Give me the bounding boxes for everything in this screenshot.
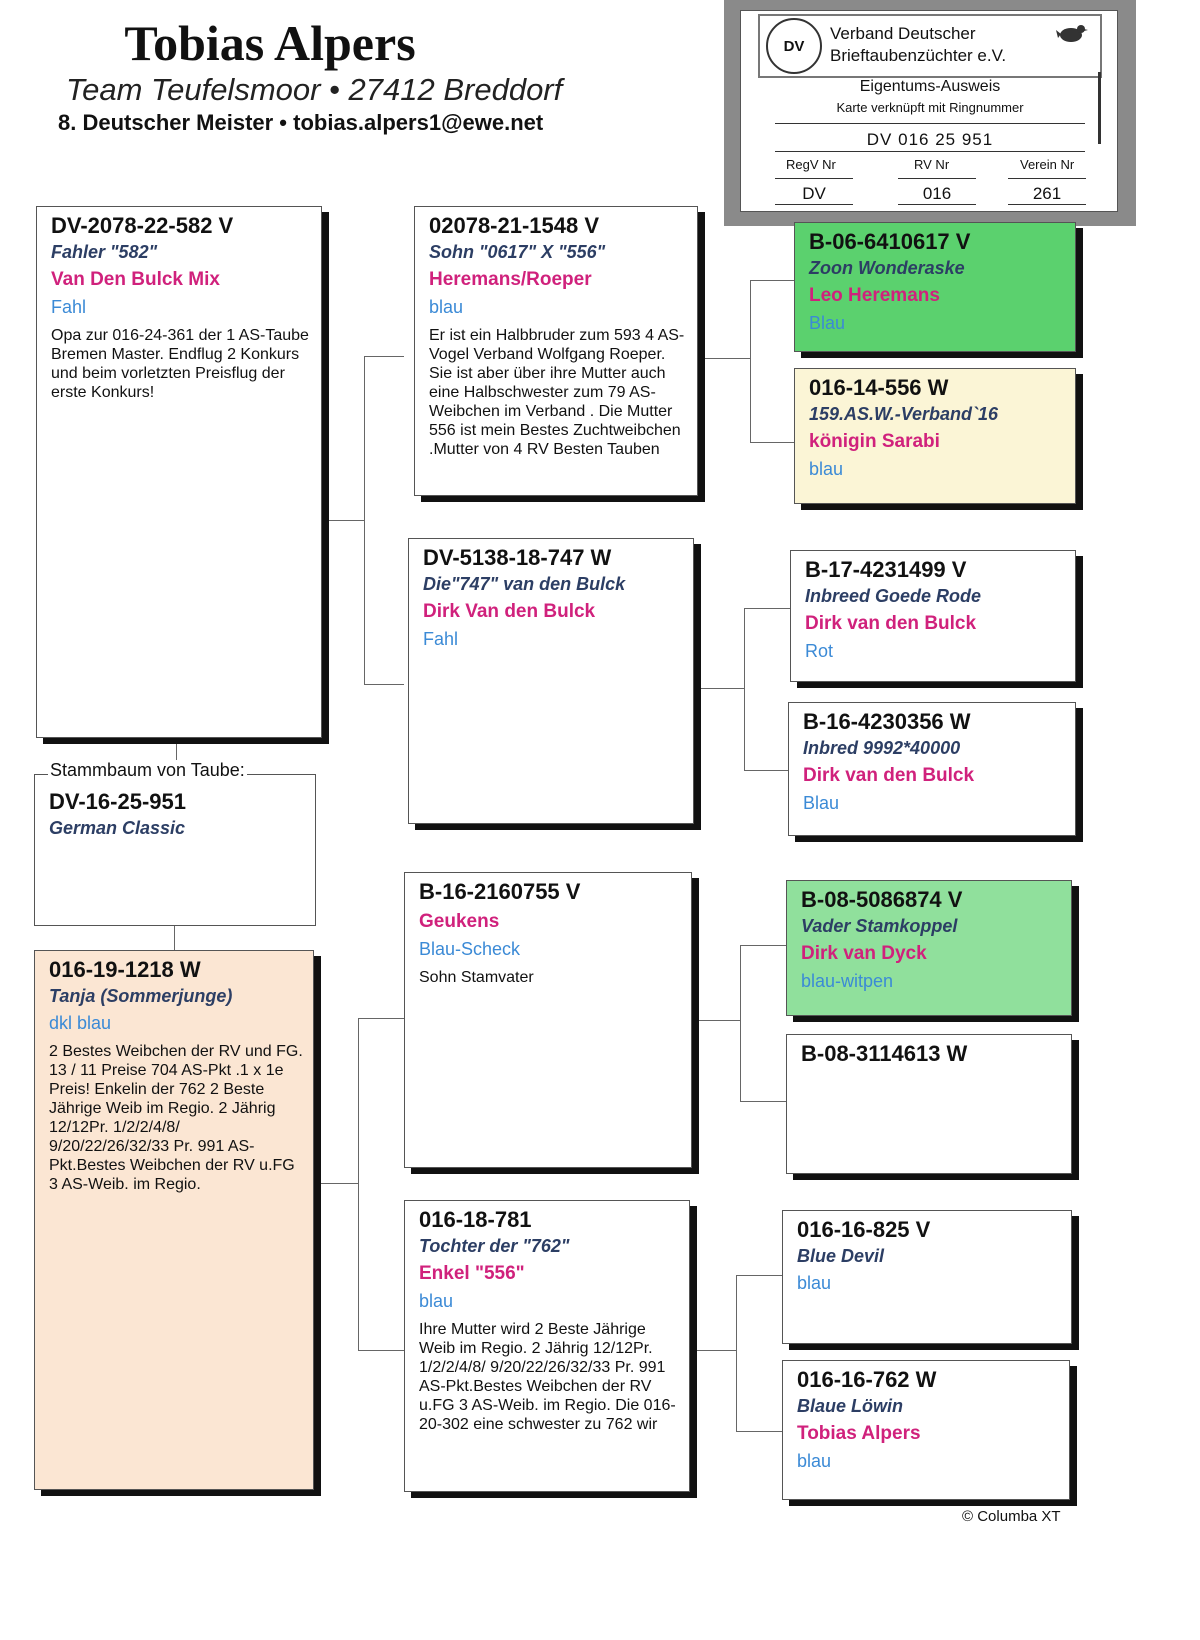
card-subtitle: Karte verknüpft mit Ringnummer xyxy=(836,100,1024,115)
card-label-verein: Verein Nr xyxy=(1020,157,1075,172)
father-box[interactable] xyxy=(36,206,322,738)
card-divider xyxy=(1008,204,1086,205)
connector-line xyxy=(702,358,750,359)
ffm-name: 159.AS.W.-Verband`16 xyxy=(809,404,999,424)
ff-note: Er ist ein Halbbruder zum 593 4 AS-Vogel Verband Wolfgang Roeper. Sie ist aber über ihre Mutter auch eine Halbschwester zum 79 AS-Weibchen im Verband . Die Mutter 556 ist mein Bestes Zuchtweibchen .Mutter von 4 RV Besten Tauben xyxy=(429,327,685,458)
grandsire-maternal-box[interactable] xyxy=(404,872,692,1168)
connector-line xyxy=(744,608,745,770)
father-note: Opa zur 016-24-361 der 1 AS-Taube Bremen Master. Endflug 2 Konkurs und beim vorletzten Preisflug der erste Konkurs! xyxy=(51,327,309,401)
fff-color: Blau xyxy=(809,313,846,333)
mmf-color: blau xyxy=(797,1273,832,1293)
mf-color: Blau-Scheck xyxy=(419,939,521,959)
ffm-ring: 016-14-556 W xyxy=(809,375,949,400)
card-org-line1: Verband Deutscher xyxy=(830,24,976,43)
fm-color: Fahl xyxy=(423,629,459,649)
connector-line xyxy=(736,1431,782,1432)
father-color: Fahl xyxy=(51,297,87,317)
connector-line xyxy=(364,684,404,685)
card-ring-number: DV 016 25 951 xyxy=(866,130,994,149)
mmm-breeder: Tobias Alpers xyxy=(797,1423,921,1444)
mother-color: dkl blau xyxy=(49,1013,112,1033)
card-divider xyxy=(775,123,1085,124)
connector-line xyxy=(744,608,790,609)
fm-ring: DV-5138-18-747 W xyxy=(423,545,612,570)
ffm-breeder: königin Sarabi xyxy=(809,431,940,452)
connector-line xyxy=(736,1275,782,1276)
fmf-name: Inbreed Goede Rode xyxy=(805,586,982,606)
connector-line xyxy=(740,945,786,946)
fm-name: Die"747" van den Bulck xyxy=(423,574,626,594)
card-divider xyxy=(898,204,976,205)
mother-box[interactable] xyxy=(34,950,314,1490)
mother-note: 2 Bestes Weibchen der RV und FG. 13 / 11 Preise 704 AS-Pkt .1 x 1e Preis! Enkelin der 762 2 Beste Jährige Weib im Regio. 2 Jährig 12/12Pr. 1/2/2/4/8/ 9/20/22/26/32/33 Pr. 991 AS-Pkt.Bestes Weibchen der RV u.FG 3 AS-Weib. im Regio. xyxy=(49,1043,303,1193)
title-email: 8. Deutscher Meister • tobias.alpers1@ewe.net xyxy=(58,110,544,135)
granddam-paternal-box[interactable] xyxy=(408,538,694,824)
fmm-name: Inbred 9992*40000 xyxy=(803,738,961,758)
connector-line xyxy=(358,1018,404,1019)
connector-line xyxy=(364,356,404,357)
fff-breeder: Leo Heremans xyxy=(809,285,940,306)
mm-note: Ihre Mutter wird 2 Beste Jährige Weib im Regio. 2 Jährig 12/12Pr. 1/2/2/4/8/ 9/20/22/26/32/33 Pr. 991 AS-Pkt.Bestes Weibchen der RV u.FG 3 AS-Weib. im Regio. Die 016-20-302 eine schwester zu 762 wir xyxy=(419,1321,676,1433)
father-name: Fahler "582" xyxy=(51,242,158,262)
connector-line xyxy=(690,1350,736,1351)
subject-box[interactable] xyxy=(34,774,316,926)
connector-line xyxy=(740,945,741,1101)
mmm-name: Blaue Löwin xyxy=(797,1396,904,1416)
ff-ring: 02078-21-1548 V xyxy=(429,213,600,238)
mmm-ring: 016-16-762 W xyxy=(797,1367,937,1392)
connector-line xyxy=(736,1275,737,1431)
team-address: Team Teufelsmoor • 27412 Breddorf xyxy=(66,72,563,107)
mmf-ring: 016-16-825 V xyxy=(797,1217,931,1242)
connector-line xyxy=(740,1101,786,1102)
card-divider xyxy=(775,151,1085,152)
fmf-color: Rot xyxy=(805,641,834,661)
connector-line xyxy=(744,770,790,771)
card-label-regv: RegV Nr xyxy=(786,157,836,172)
connector-line xyxy=(174,925,175,951)
subject-name: German Classic xyxy=(49,818,186,838)
card-divider xyxy=(1008,178,1086,179)
subject-label: Stammbaum von Taube: xyxy=(50,760,245,780)
card-value-verein: 261 xyxy=(1032,184,1062,203)
fmf-ring: B-17-4231499 V xyxy=(805,557,967,582)
card-value-regv: DV xyxy=(802,184,826,203)
grandsire-paternal-box[interactable] xyxy=(414,206,698,496)
mff-breeder: Dirk van Dyck xyxy=(801,943,927,964)
breeder-name: Tobias Alpers xyxy=(124,15,416,71)
mfm-ring: B-08-3114613 W xyxy=(801,1041,968,1066)
granddam-maternal-box[interactable] xyxy=(404,1200,690,1492)
dv-logo-icon: DV xyxy=(766,18,822,74)
mm-name: Tochter der "762" xyxy=(419,1236,570,1256)
connector-line xyxy=(358,1018,359,1350)
connector-line xyxy=(750,280,794,281)
card-divider xyxy=(775,178,853,179)
ff-color: blau xyxy=(429,297,464,317)
mf-note: Sohn Stamvater xyxy=(419,969,534,986)
mmf-name: Blue Devil xyxy=(797,1246,885,1266)
ffm-color: blau xyxy=(809,459,844,479)
ff-name: Sohn "0617" X "556" xyxy=(429,242,606,262)
fmm-ring: B-16-4230356 W xyxy=(803,709,971,734)
mother-name: Tanja (Sommerjunge) xyxy=(49,986,233,1006)
mm-ring: 016-18-781 xyxy=(419,1207,532,1232)
card-org-line2: Brieftaubenzüchter e.V. xyxy=(830,46,1007,65)
connector-line xyxy=(750,442,794,443)
card-divider xyxy=(775,204,853,205)
connector-line xyxy=(750,280,751,442)
card-divider xyxy=(898,178,976,179)
fmf-breeder: Dirk van den Bulck xyxy=(805,613,977,634)
connector-line xyxy=(318,520,364,521)
fmm-color: Blau xyxy=(803,793,840,813)
ggp-ffm-box[interactable] xyxy=(794,368,1076,504)
card-edge-strip xyxy=(1098,72,1101,144)
connector-line xyxy=(358,1350,404,1351)
mm-breeder: Enkel "556" xyxy=(419,1263,525,1284)
connector-line xyxy=(364,356,365,684)
ggp-fff-box[interactable] xyxy=(794,222,1076,352)
father-ring: DV-2078-22-582 V xyxy=(51,213,234,238)
mff-ring: B-08-5086874 V xyxy=(801,887,963,912)
fff-name: Zoon Wonderaske xyxy=(809,258,965,278)
subject-ring: DV-16-25-951 xyxy=(49,789,186,814)
ggp-mff-box[interactable] xyxy=(786,880,1072,1016)
mmm-color: blau xyxy=(797,1451,832,1471)
ggp-mfm-box[interactable] xyxy=(786,1034,1072,1174)
fm-breeder: Dirk Van den Bulck xyxy=(423,601,596,622)
connector-line xyxy=(312,1183,358,1184)
copyright: © Columba XT xyxy=(962,1508,1061,1525)
mf-breeder: Geukens xyxy=(419,911,500,932)
connector-line xyxy=(694,688,744,689)
connector-line xyxy=(692,1020,740,1021)
fff-ring: B-06-6410617 V xyxy=(809,229,971,254)
mff-name: Vader Stamkoppel xyxy=(801,916,958,936)
father-breeder: Van Den Bulck Mix xyxy=(51,269,220,290)
mother-ring: 016-19-1218 W xyxy=(49,957,201,982)
ggp-mmm-box[interactable] xyxy=(782,1360,1070,1500)
mm-color: blau xyxy=(419,1291,454,1311)
pigeon-icon xyxy=(1056,20,1088,46)
ggp-fmm-box[interactable] xyxy=(788,702,1076,836)
mf-ring: B-16-2160755 V xyxy=(419,879,581,904)
ggp-fmf-box[interactable] xyxy=(790,550,1076,682)
card-title: Eigentums-Ausweis xyxy=(859,78,1001,95)
card-value-rv: 016 xyxy=(922,184,952,203)
ggp-mmf-box[interactable] xyxy=(782,1210,1072,1344)
ff-breeder: Heremans/Roeper xyxy=(429,269,592,290)
mff-color: blau-witpen xyxy=(801,971,894,991)
fmm-breeder: Dirk van den Bulck xyxy=(803,765,975,786)
card-label-rv: RV Nr xyxy=(914,157,950,172)
